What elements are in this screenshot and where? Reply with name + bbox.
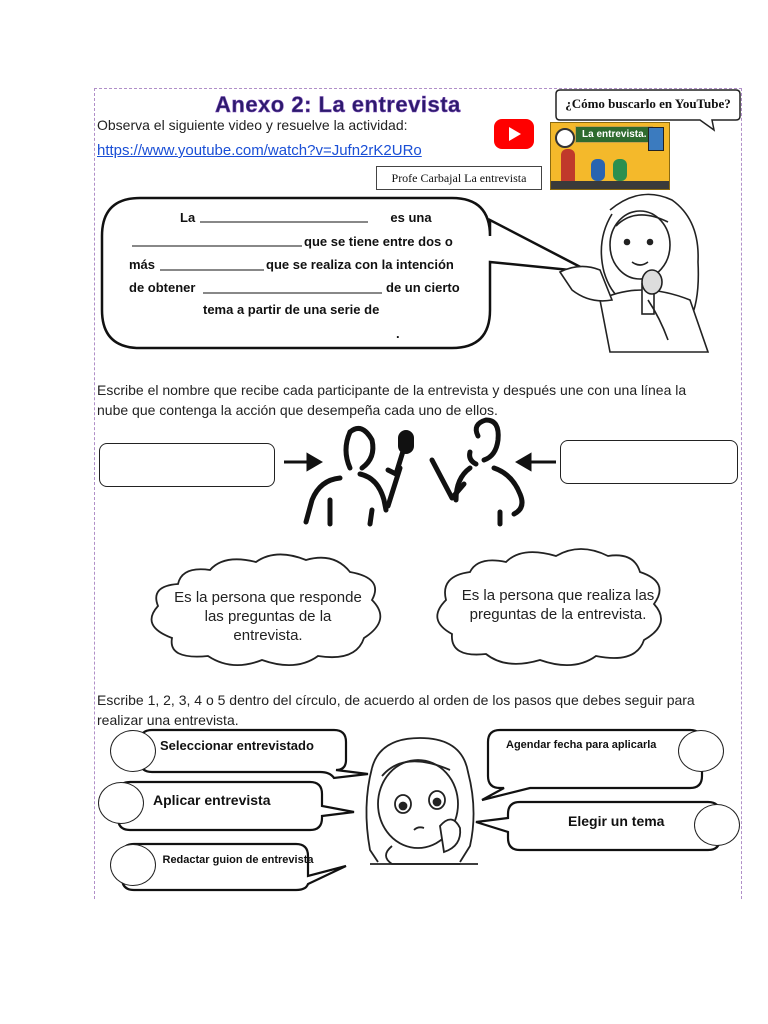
step-label: Agendar fecha para aplicarla (506, 739, 657, 751)
step-order-circle[interactable] (678, 730, 724, 772)
video-instruction: Observa el siguiente video y resuelve la actividad: (97, 117, 408, 133)
definition-line-4-start: de obtener (129, 280, 196, 295)
definition-line-4-end: de un cierto (386, 280, 460, 295)
participants-instruction: Escribe el nombre que recibe cada participante de la entrevista y después une con una línea la nube que contenga la acción que desempeña cada uno de ellos. (97, 382, 687, 418)
definition-line-3-end: que se realiza con la intención (266, 257, 454, 272)
definition-line-2: que se tiene entre dos o (304, 234, 453, 249)
step-label: Redactar guion de entrevista (162, 854, 314, 866)
step-label: Elegir un tema (568, 813, 665, 829)
definition-line-3-start: más (129, 257, 156, 272)
thumbnail-title: La entrevista. (575, 126, 653, 143)
definition-line-5: tema a partir de una serie de (203, 302, 380, 317)
interviewer-action-cloud[interactable]: Es la persona que realiza las preguntas de la entrevista. (461, 587, 655, 623)
step-order-circle[interactable] (110, 844, 156, 886)
page-title: Anexo 2: La entrevista (215, 92, 461, 117)
step-order-circle[interactable] (110, 730, 156, 772)
steps-instruction: Escribe 1, 2, 3, 4 o 5 dentro del círculo, de acuerdo al orden de los pasos que debes seguir para realizar una entrevista. (97, 692, 695, 728)
definition-text: La (180, 210, 199, 225)
step-order-circle[interactable] (98, 782, 144, 824)
step-label: Aplicar entrevista (153, 792, 271, 808)
how-to-find-label: ¿Cómo buscarlo en YouTube? (565, 96, 731, 111)
channel-label-box: Profe Carbajal La entrevista (376, 166, 542, 190)
step-order-circle[interactable] (694, 804, 740, 846)
definition-dot: . (396, 326, 400, 341)
youtube-link[interactable]: https://www.youtube.com/watch?v=Jufn2rK2URo (97, 142, 422, 159)
definition-text: es una (386, 210, 432, 225)
interviewee-action-cloud[interactable]: Es la persona que responde las preguntas de la entrevista. (174, 589, 362, 644)
step-label: Seleccionar entrevistado (160, 738, 314, 753)
